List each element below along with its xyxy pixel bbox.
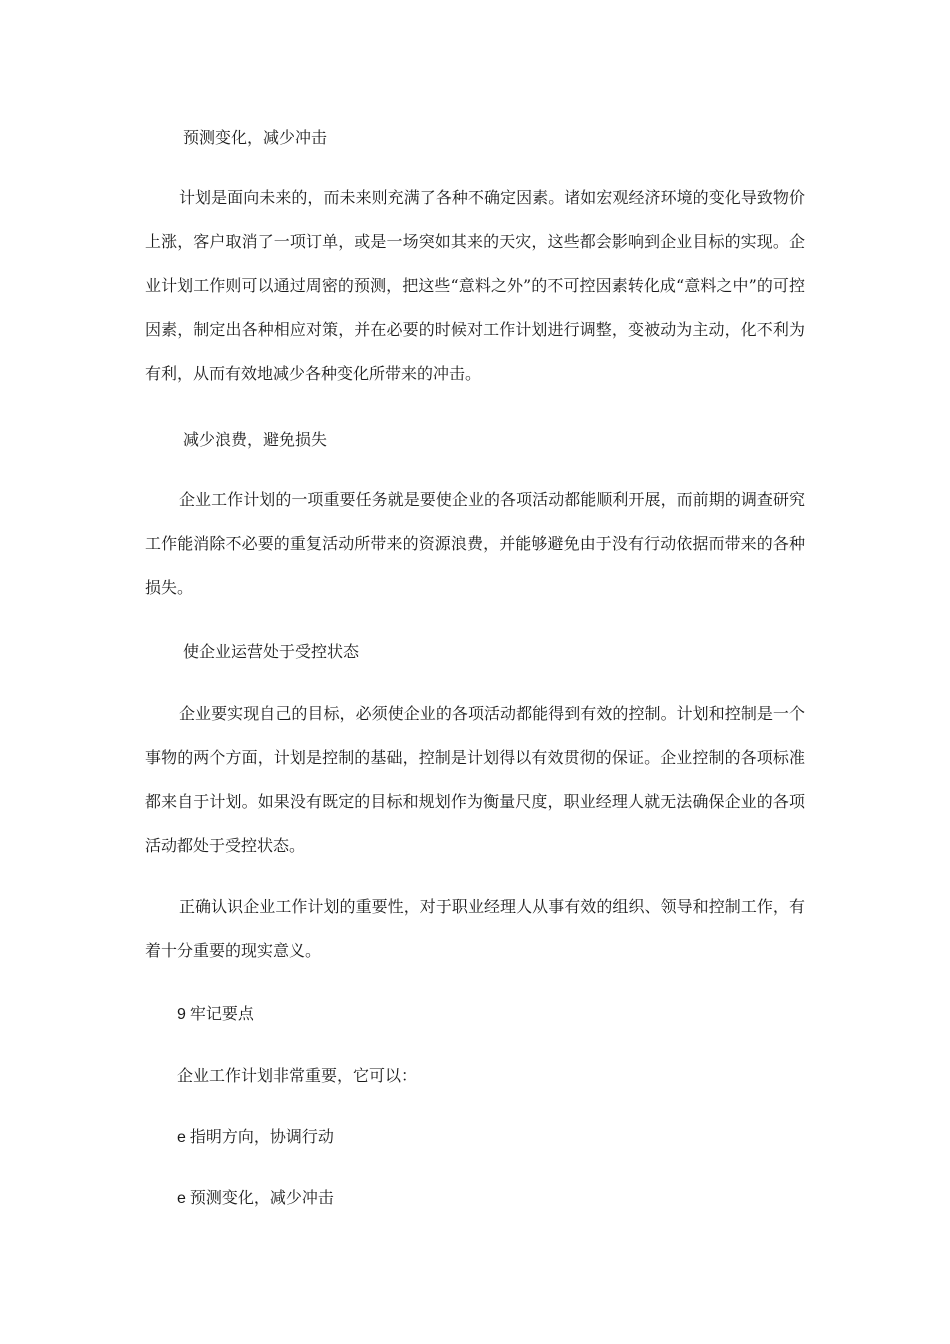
list-item bbox=[177, 1127, 334, 1148]
list-item-text: 预测变化，减少冲击 bbox=[189, 1188, 334, 1207]
section-body-forecast: 计划是面向未来的，而未来则充满了各种不确定因素。诸如宏观经济环境的变化导致物价上涨，客户取消了一项订单，或是一场突如其来的天灾，这些都会影响到企业目标的实现。企业计划工作则可以通过周密的预测，把这些“意料之外”的不可控因素转化成“意料之中”的可控因素，制定出各种相应对策，并在必要的时候对工作计划进行调整，变被动为主动，化不利为有利，从而有效地减少各种变化所带来的冲击。 bbox=[145, 188, 805, 383]
section-heading-reduce-waste: 减少浪费，避免损失 bbox=[183, 430, 328, 449]
section-body-controlled-state: 企业要实现自己的目标，必须使企业的各项活动都能得到有效的控制。计划和控制是一个事物的两个方面，计划是控制的基础，控制是计划得以有效贯彻的保证。企业控制的各项标准都来自于计划。如果没有既定的目标和规划作为衡量尺度，职业经理人就无法确保企业的各项活动都处于受控状态。 bbox=[145, 704, 805, 855]
section-heading-controlled-state: 使企业运营处于受控状态 bbox=[183, 642, 360, 661]
list-item-text: 指明方向，协调行动 bbox=[189, 1127, 334, 1146]
bullet-marker: e bbox=[177, 1190, 186, 1207]
section-body-reduce-waste: 企业工作计划的一项重要任务就是要使企业的各项活动都能顺利开展，而前期的调查研究工作能消除不必要的重复活动所带来的资源浪费，并能够避免由于没有行动依据而带来的各种损失。 bbox=[145, 490, 805, 597]
key-points-title: 牢记要点 bbox=[189, 1004, 254, 1023]
key-points-marker: 9 bbox=[177, 1006, 186, 1023]
section-heading-forecast: 预测变化，减少冲击 bbox=[183, 128, 328, 147]
key-points-heading bbox=[177, 1004, 254, 1025]
bullet-marker: e bbox=[177, 1129, 186, 1146]
conclusion-paragraph: 正确认识企业工作计划的重要性，对于职业经理人从事有效的组织、领导和控制工作，有着十分重要的现实意义。 bbox=[145, 897, 805, 960]
list-item bbox=[177, 1188, 334, 1209]
key-points-intro: 企业工作计划非常重要，它可以： bbox=[177, 1066, 418, 1085]
